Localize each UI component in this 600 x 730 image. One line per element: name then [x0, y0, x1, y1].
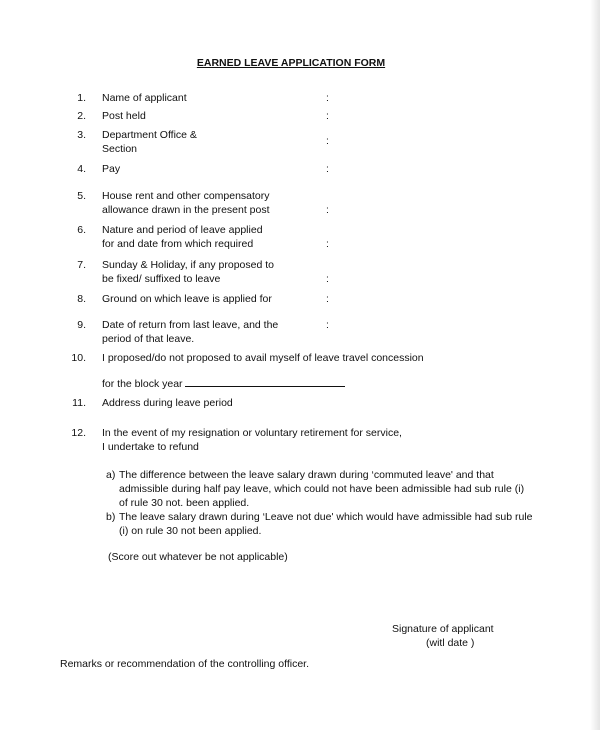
field-9-label-line2: period of that leave. — [102, 333, 195, 345]
field-2-number: 2. — [77, 110, 86, 122]
field-5-label-line2: allowance drawn in the present post — [102, 204, 270, 216]
block-year-row — [102, 376, 345, 391]
subitem-b-text: The leave salary drawn during ‘Leave not due' which would have admissible had sub rule (i) on rule 30 not been applied. — [119, 511, 533, 537]
field-4-colon: : — [326, 163, 329, 175]
field-6-colon: : — [326, 238, 329, 250]
item-10-text: I proposed/do not proposed to avail myself of leave travel concession — [102, 352, 424, 364]
field-9-number: 9. — [77, 319, 86, 331]
item-11-number: 11. — [72, 397, 86, 409]
score-out-note: (Score out whatever be not applicable) — [108, 551, 288, 563]
field-1-colon: : — [326, 92, 329, 104]
field-3-label-line2: Section — [102, 143, 138, 155]
page-edge-shadow — [590, 0, 600, 730]
field-6-number: 6. — [77, 224, 86, 236]
field-5-colon: : — [326, 204, 329, 216]
block-year-label: for the block year — [102, 378, 183, 390]
field-6-label-line1: Nature and period of leave applied — [102, 224, 263, 236]
field-7-label-line1: Sunday & Holiday, if any proposed to — [102, 259, 274, 271]
field-5-number: 5. — [77, 190, 86, 202]
field-2-colon: : — [326, 110, 329, 122]
field-3-colon: : — [326, 135, 329, 147]
field-1-label: Name of applicant — [102, 92, 187, 104]
field-4-label: Pay — [102, 163, 121, 175]
signature-label: Signature of applicant — [392, 623, 494, 635]
field-7-label-line2: be fixed/ suffixed to leave — [102, 273, 221, 285]
remarks-label: Remarks or recommendation of the controlling officer. — [60, 658, 310, 670]
field-4-number: 4. — [77, 163, 86, 175]
item-12-number: 12. — [71, 427, 86, 439]
subitem-a-text: The difference between the leave salary drawn during ‘commuted leave' and that admissible during half pay leave, which could not have been admissible had sub rule (i) of rule 30 not. been applied. — [119, 469, 525, 509]
item-11-text: Address during leave period — [102, 397, 233, 409]
item-10-number: 10. — [71, 352, 86, 364]
field-3-number: 3. — [77, 129, 86, 141]
field-5-label-line1: House rent and other compensatory — [102, 190, 270, 202]
form-title: EARNED LEAVE APPLICATION FORM — [196, 57, 386, 69]
item-12-line2: I undertake to refund — [102, 441, 199, 453]
item-12-line1: In the event of my resignation or voluntary retirement for service, — [102, 427, 402, 439]
field-7-number: 7. — [77, 259, 86, 271]
signature-date: (witl date ) — [426, 637, 475, 649]
subitem-b-marker: b) — [106, 511, 116, 523]
field-9-colon: : — [326, 319, 329, 331]
field-8-colon: : — [326, 293, 329, 305]
field-7-colon: : — [326, 273, 329, 285]
field-1-number: 1. — [77, 92, 86, 104]
field-8-label: Ground on which leave is applied for — [102, 293, 272, 305]
field-2-label: Post held — [102, 110, 146, 122]
block-year-blank[interactable] — [185, 376, 345, 387]
field-8-number: 8. — [77, 293, 86, 305]
field-9-label-line1: Date of return from last leave, and the — [102, 319, 279, 331]
field-6-label-line2: for and date from which required — [102, 238, 254, 250]
subitem-a-marker: a) — [106, 469, 116, 481]
field-3-label-line1: Department Office & — [102, 129, 197, 141]
